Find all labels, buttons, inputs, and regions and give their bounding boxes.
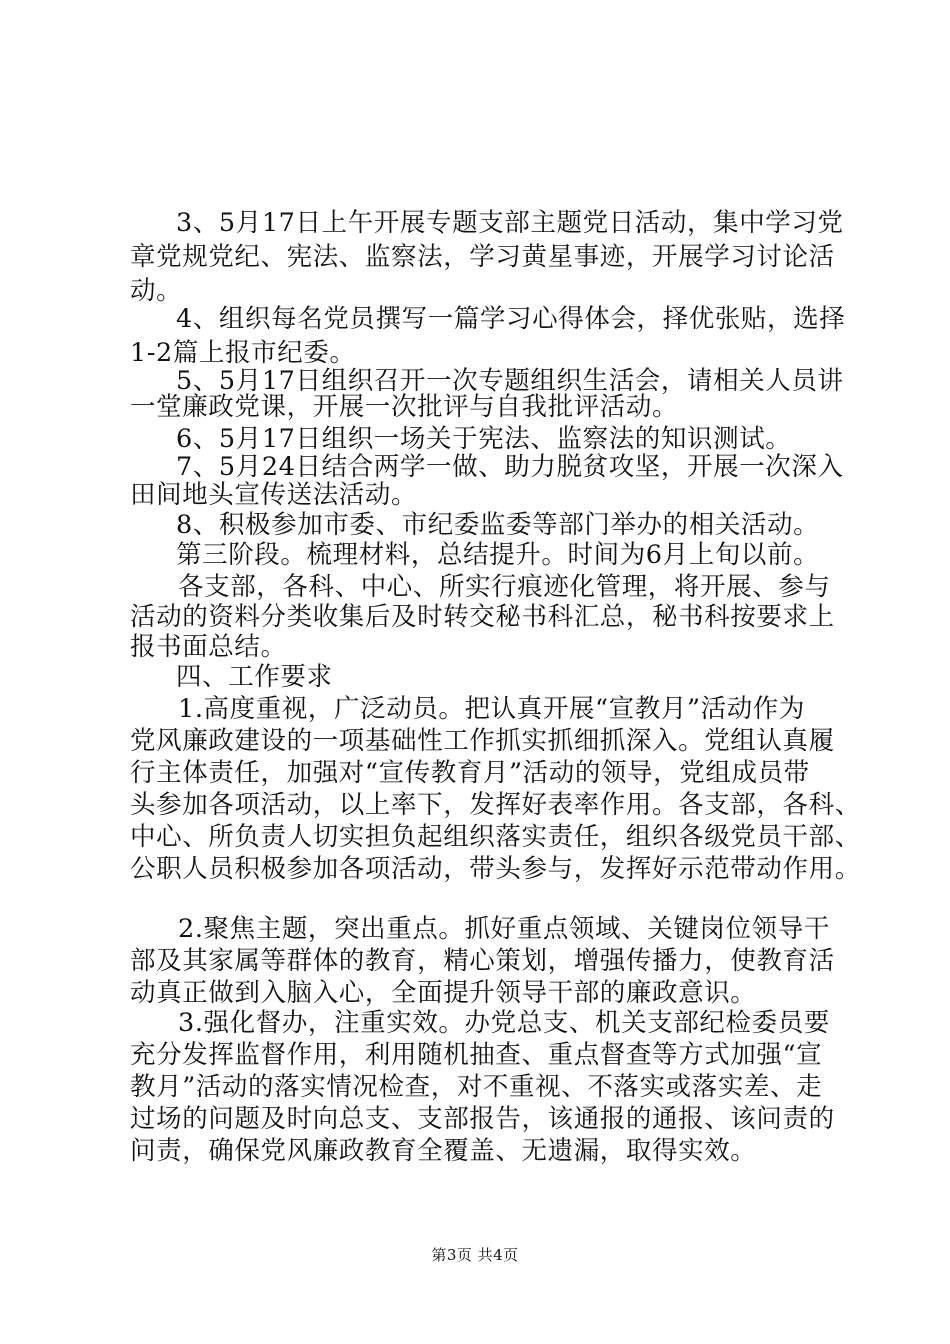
text-line-4: 4、组织每名党员撰写一篇学习心得体会，择优张贴，选择 — [176, 304, 846, 334]
text-line-22: 公职人员积极参加各项活动，带头参与，发挥好示范带动作用。 — [130, 854, 861, 884]
text-line-2: 章党规党纪、宪法、监察法，学习黄星事迹，开展学习讨论活 — [130, 242, 835, 272]
text-line-15: 报书面总结。 — [130, 632, 287, 662]
text-line-21: 中心、所负责人切实担负起组织落实责任，组织各级党员干部、 — [130, 822, 861, 852]
text-line-25: 动真正做到入脑入心，全面提升领导干部的廉政意识。 — [130, 978, 757, 1008]
text-line-12: 第三阶段。梳理材料，总结提升。时间为6月上旬以前。 — [176, 540, 820, 570]
text-line-18: 党风廉政建设的一项基础性工作抓实抓细抓深入。党组认真履 — [130, 726, 835, 756]
text-line-7: 一堂廉政党课，开展一次批评与自我批评活动。 — [130, 392, 679, 422]
section-heading: 四、工作要求 — [176, 662, 333, 692]
text-line-28: 教月”活动的落实情况检查，对不重视、不落实或落实差、走 — [130, 1072, 823, 1102]
text-line-14: 活动的资料分类收集后及时转交秘书科汇总，秘书科按要求上 — [130, 602, 835, 632]
text-line-23: 2.聚焦主题，突出重点。抓好重点领域、关键岗位领导干 — [178, 914, 830, 944]
text-line-11: 8、积极参加市委、市纪委监委等部门举办的相关活动。 — [176, 510, 820, 540]
text-line-30: 问责，确保党风廉政教育全覆盖、无遗漏，取得实效。 — [130, 1136, 757, 1166]
text-line-8: 6、5月17日组织一场关于宪法、监察法的知识测试。 — [176, 424, 792, 454]
text-line-10: 田间地头宣传送法活动。 — [130, 480, 418, 510]
text-line-19: 行主体责任，加强对“宣传教育月”活动的领导，党组成员带 — [130, 758, 810, 788]
text-line-3: 动。 — [130, 276, 183, 306]
text-line-20: 头参加各项活动，以上率下，发挥好表率作用。各支部，各科、 — [130, 790, 861, 820]
text-line-9: 7、5月24日结合两学一做、助力脱贫攻坚，开展一次深入 — [176, 452, 844, 482]
text-line-13: 各支部，各科、中心、所实行痕迹化管理，将开展、参与 — [178, 572, 831, 602]
text-line-17: 1.高度重视，广泛动员。把认真开展“宣教月”活动作为 — [178, 694, 806, 724]
text-line-24: 部及其家属等群体的教育，精心策划，增强传播力，使教育活 — [130, 946, 835, 976]
text-line-26: 3.强化督办，注重实效。办党总支、机关支部纪检委员要 — [178, 1008, 830, 1038]
text-line-6: 5、5月17日组织召开一次专题组织生活会，请相关人员讲 — [176, 366, 844, 396]
text-line-5: 1-2篇上报市纪委。 — [130, 338, 356, 368]
page-number: 第3页 共4页 — [431, 1246, 519, 1264]
text-line-29: 过场的问题及时向总支、支部报告，该通报的通报、该问责的 — [130, 1104, 835, 1134]
text-line-1: 3、5月17日上午开展专题支部主题党日活动，集中学习党 — [176, 208, 844, 238]
text-line-27: 充分发挥监督作用，利用随机抽查、重点督查等方式加强“宣 — [130, 1040, 823, 1070]
